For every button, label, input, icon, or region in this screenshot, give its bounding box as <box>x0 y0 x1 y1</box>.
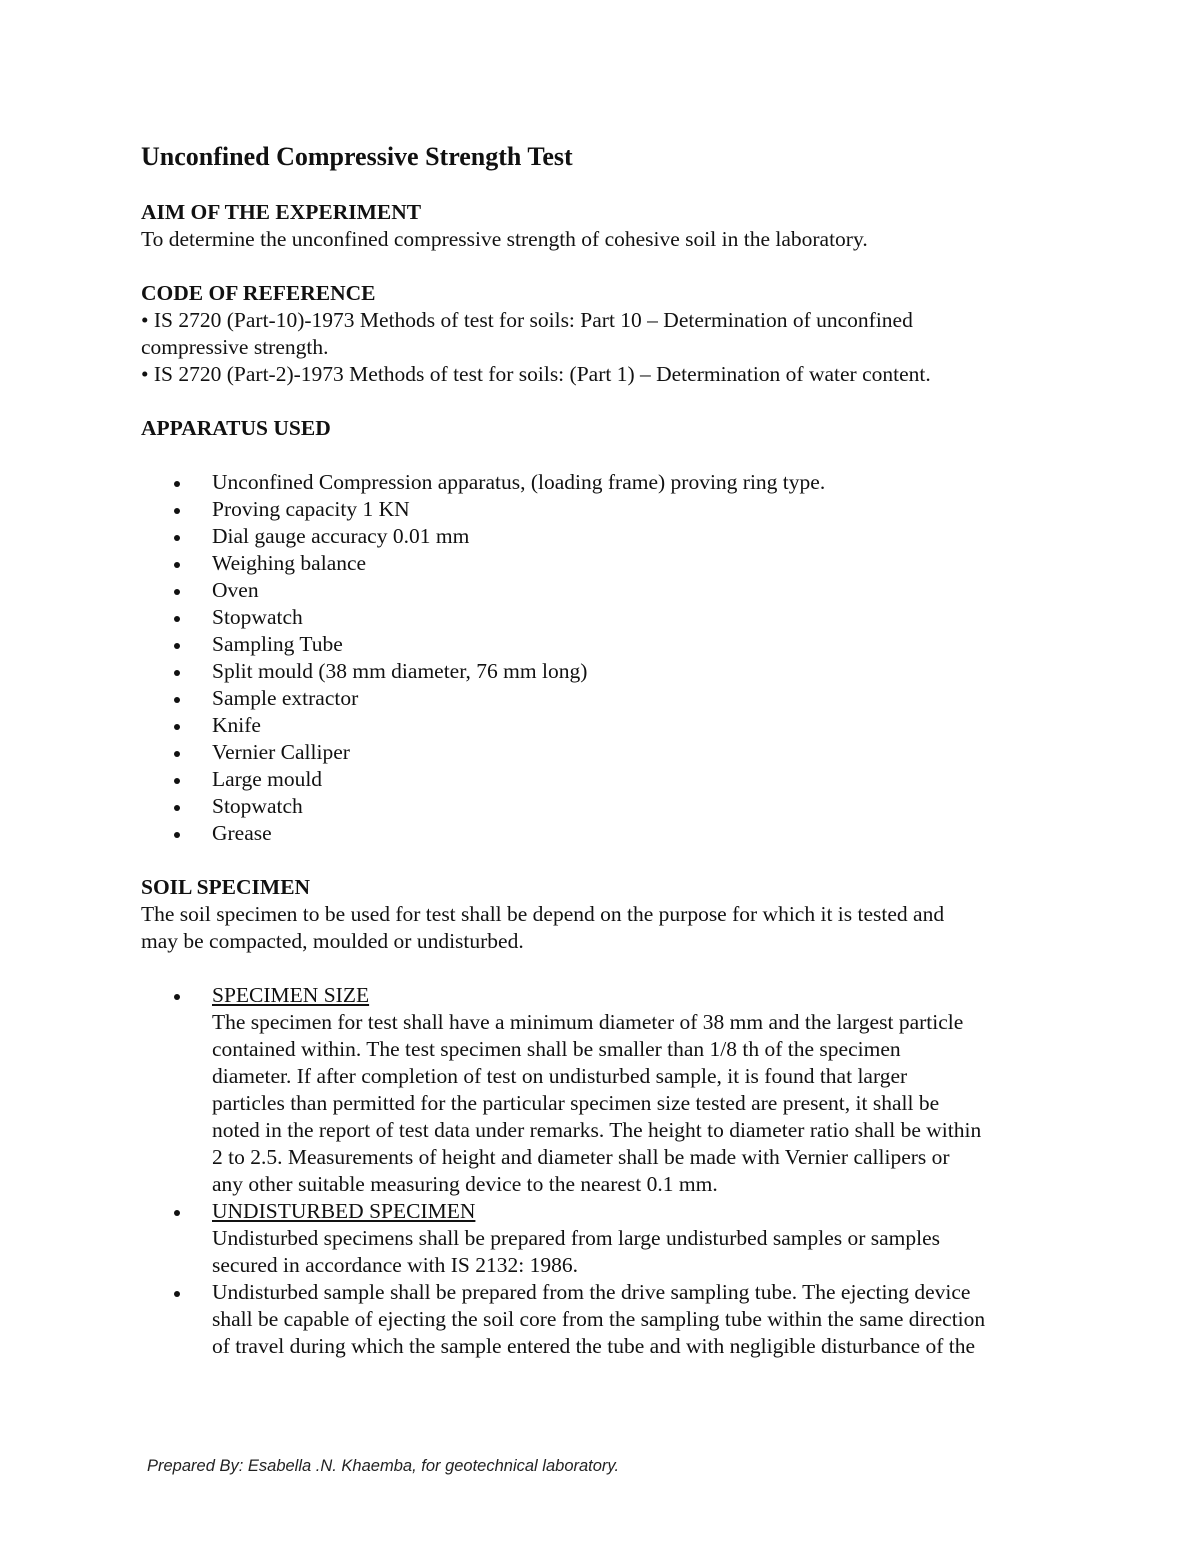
apparatus-item-label: Sampling Tube <box>212 632 343 656</box>
list-item-specimen-size <box>141 982 1071 1198</box>
footer-prepared-by: Prepared By: Esabella .N. Khaemba, for geotechnical laboratory. <box>147 1457 620 1475</box>
bullet-icon <box>174 535 180 541</box>
document-title: Unconfined Compressive Strength Test <box>141 142 573 171</box>
apparatus-list <box>141 469 1071 847</box>
apparatus-item-label: Dial gauge accuracy 0.01 mm <box>212 524 470 548</box>
apparatus-item-label: Unconfined Compression apparatus, (loading frame) proving ring type. <box>212 470 826 494</box>
bullet-icon <box>174 670 180 676</box>
bullet-icon <box>174 994 180 1000</box>
bullet-icon <box>174 724 180 730</box>
apparatus-item-label: Weighing balance <box>212 551 367 575</box>
code-reference-heading: CODE OF REFERENCE <box>141 281 376 305</box>
list-item <box>141 577 1071 604</box>
list-item <box>141 604 1071 631</box>
specimen-size-line: The specimen for test shall have a minimum diameter of 38 mm and the largest particle <box>212 1010 964 1034</box>
apparatus-item-label: Proving capacity 1 KN <box>212 497 410 521</box>
list-item <box>141 685 1071 712</box>
undisturbed-specimen-line: secured in accordance with IS 2132: 1986. <box>212 1253 578 1277</box>
code-reference-line: • IS 2720 (Part-10)-1973 Methods of test for soils: Part 10 – Determination of unconfined <box>141 308 913 332</box>
list-item <box>141 496 1071 523</box>
list-item <box>141 550 1071 577</box>
list-item <box>141 793 1071 820</box>
list-item <box>141 766 1071 793</box>
aim-text: To determine the unconfined compressive strength of cohesive soil in the laboratory. <box>141 227 868 251</box>
undisturbed-specimen-heading: UNDISTURBED SPECIMEN <box>212 1199 476 1223</box>
apparatus-heading: APPARATUS USED <box>141 416 331 440</box>
bullet-icon <box>174 643 180 649</box>
bullet-icon <box>174 481 180 487</box>
bullet-icon <box>174 562 180 568</box>
specimen-size-line: particles than permitted for the particular specimen size tested are present, it shall be <box>212 1091 940 1115</box>
code-reference-line: • IS 2720 (Part-2)-1973 Methods of test for soils: (Part 1) – Determination of water content. <box>141 362 931 386</box>
specimen-size-line: noted in the report of test data under remarks. The height to diameter ratio shall be within <box>212 1118 982 1142</box>
apparatus-item-label: Vernier Calliper <box>212 740 350 764</box>
specimen-size-line: diameter. If after completion of test on undisturbed sample, it is found that larger <box>212 1064 908 1088</box>
list-item <box>141 658 1071 685</box>
bullet-icon <box>174 1291 180 1297</box>
bullet-icon <box>174 805 180 811</box>
apparatus-item-label: Sample extractor <box>212 686 359 710</box>
bullet-icon <box>174 1210 180 1216</box>
list-item-undisturbed-specimen <box>141 1198 1071 1279</box>
specimen-size-line: 2 to 2.5. Measurements of height and diameter shall be made with Vernier callipers or <box>212 1145 950 1169</box>
bullet-icon <box>174 616 180 622</box>
apparatus-item-label: Knife <box>212 713 261 737</box>
document-page <box>141 140 1071 1360</box>
list-item <box>141 523 1071 550</box>
bullet-icon <box>174 751 180 757</box>
sampling-tube-line: shall be capable of ejecting the soil core from the sampling tube within the same direction <box>212 1307 986 1331</box>
soil-specimen-intro: may be compacted, moulded or undisturbed. <box>141 929 524 953</box>
specimen-size-line: contained within. The test specimen shall be smaller than 1/8 th of the specimen <box>212 1037 901 1061</box>
soil-specimen-list <box>141 982 1071 1360</box>
bullet-icon <box>174 508 180 514</box>
apparatus-item-label: Large mould <box>212 767 323 791</box>
code-reference-line: compressive strength. <box>141 335 329 359</box>
aim-heading: AIM OF THE EXPERIMENT <box>141 200 422 224</box>
soil-specimen-intro: The soil specimen to be used for test shall be depend on the purpose for which it is tested and <box>141 902 945 926</box>
apparatus-item-label: Oven <box>212 578 259 602</box>
list-item <box>141 712 1071 739</box>
list-item <box>141 469 1071 496</box>
sampling-tube-line: of travel during which the sample entered the tube and with negligible disturbance of the <box>212 1334 976 1358</box>
apparatus-item-label: Grease <box>212 821 272 845</box>
list-item <box>141 631 1071 658</box>
bullet-icon <box>174 697 180 703</box>
bullet-icon <box>174 778 180 784</box>
bullet-icon <box>174 589 180 595</box>
bullet-icon <box>174 832 180 838</box>
list-item <box>141 739 1071 766</box>
specimen-size-line: any other suitable measuring device to the nearest 0.1 mm. <box>212 1172 718 1196</box>
list-item <box>141 820 1071 847</box>
apparatus-item-label: Split mould (38 mm diameter, 76 mm long) <box>212 659 588 683</box>
apparatus-item-label: Stopwatch <box>212 605 303 629</box>
sampling-tube-line: Undisturbed sample shall be prepared from the drive sampling tube. The ejecting device <box>212 1280 971 1304</box>
list-item-sampling-tube <box>141 1279 1071 1360</box>
specimen-size-heading: SPECIMEN SIZE <box>212 983 370 1007</box>
undisturbed-specimen-line: Undisturbed specimens shall be prepared from large undisturbed samples or samples <box>212 1226 941 1250</box>
apparatus-item-label: Stopwatch <box>212 794 303 818</box>
soil-specimen-heading: SOIL SPECIMEN <box>141 875 311 899</box>
